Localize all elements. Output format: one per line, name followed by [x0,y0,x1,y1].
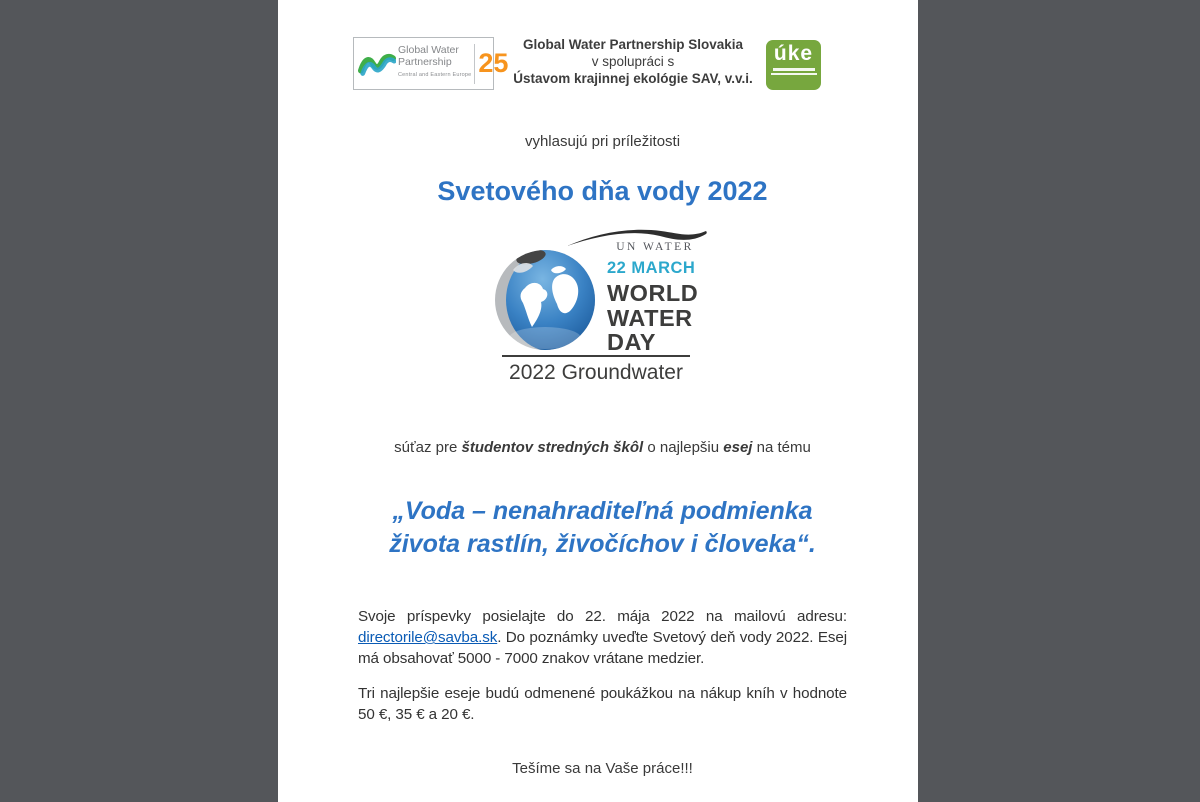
document-page [278,0,918,802]
page-title: Svetového dňa vody 2022 [437,176,768,206]
gwp-wave-icon [358,49,396,79]
competition-part2: o najlepšiu [643,439,724,456]
wwd-date: 22 MARCH [607,259,696,277]
wwd-word-world: WORLD [607,280,699,306]
wwd-word-day: DAY [607,329,656,355]
wwd-text-block [607,259,698,355]
submission-paragraph [358,606,847,669]
uke-logo [766,40,821,90]
competition-emph-essay: esej [723,439,753,456]
prize-paragraph: Tri najlepšie eseje budú odmenené poukážkou na nákup kníh v hodnote 50 €, 35 € a 20 €. [358,685,847,723]
submission-text-after: . Do poznámky uveďte Svetový deň vody 2022. Esej má obsahovať 5000 - 7000 znakov vrátane medzier. [358,629,847,667]
world-water-day-logo [493,227,705,387]
essay-topic-line1: „Voda – nenahraditeľná podmienka [392,497,813,525]
gwp-25-years-badge: 25 [478,48,509,78]
gwp-logo-text [398,45,471,82]
wwd-globe-icon [493,248,597,352]
cooperation-text: v spolupráci s [591,54,675,69]
uke-logo-text: úke [773,42,814,65]
gwp-name-line1: Global Water [398,44,459,57]
submission-text-before: Svoje príspevky posielajte do 22. mája 2022 na mailovú adresu: [358,608,847,625]
header-organizers [473,36,793,87]
uke-logo-smalltext-bar [771,73,817,76]
organizer-name: Global Water Partnership Slovakia [522,37,744,52]
wwd-word-water: WATER [607,304,693,331]
gwp-name-line2: Partnership [398,55,452,68]
partner-name: Ústavom krajinnej ekológie SAV, v.v.i. [513,71,753,86]
un-water-label: UN WATER [616,241,694,253]
intro-line: vyhlasujú pri príležitosti [524,133,681,150]
competition-part3: na tému [752,439,811,456]
essay-topic-title [358,495,847,561]
competition-line [358,439,847,456]
uke-logo-smalltext-bar [773,68,815,71]
essay-topic-line2: života rastlín, živočíchov i človeka“. [389,530,816,558]
gwp-subtitle: Central and Eastern Europe [398,72,472,79]
closing-line: Tešíme sa na Vaše práce!!! [512,760,693,777]
wwd-divider-line [502,355,690,357]
email-link[interactable]: directorile@savba.sk [358,629,498,646]
competition-emph-students: študentov stredných škôl [461,439,644,456]
wwd-caption: 2022 Groundwater [509,361,683,384]
competition-part1: súťaz pre [394,439,462,456]
